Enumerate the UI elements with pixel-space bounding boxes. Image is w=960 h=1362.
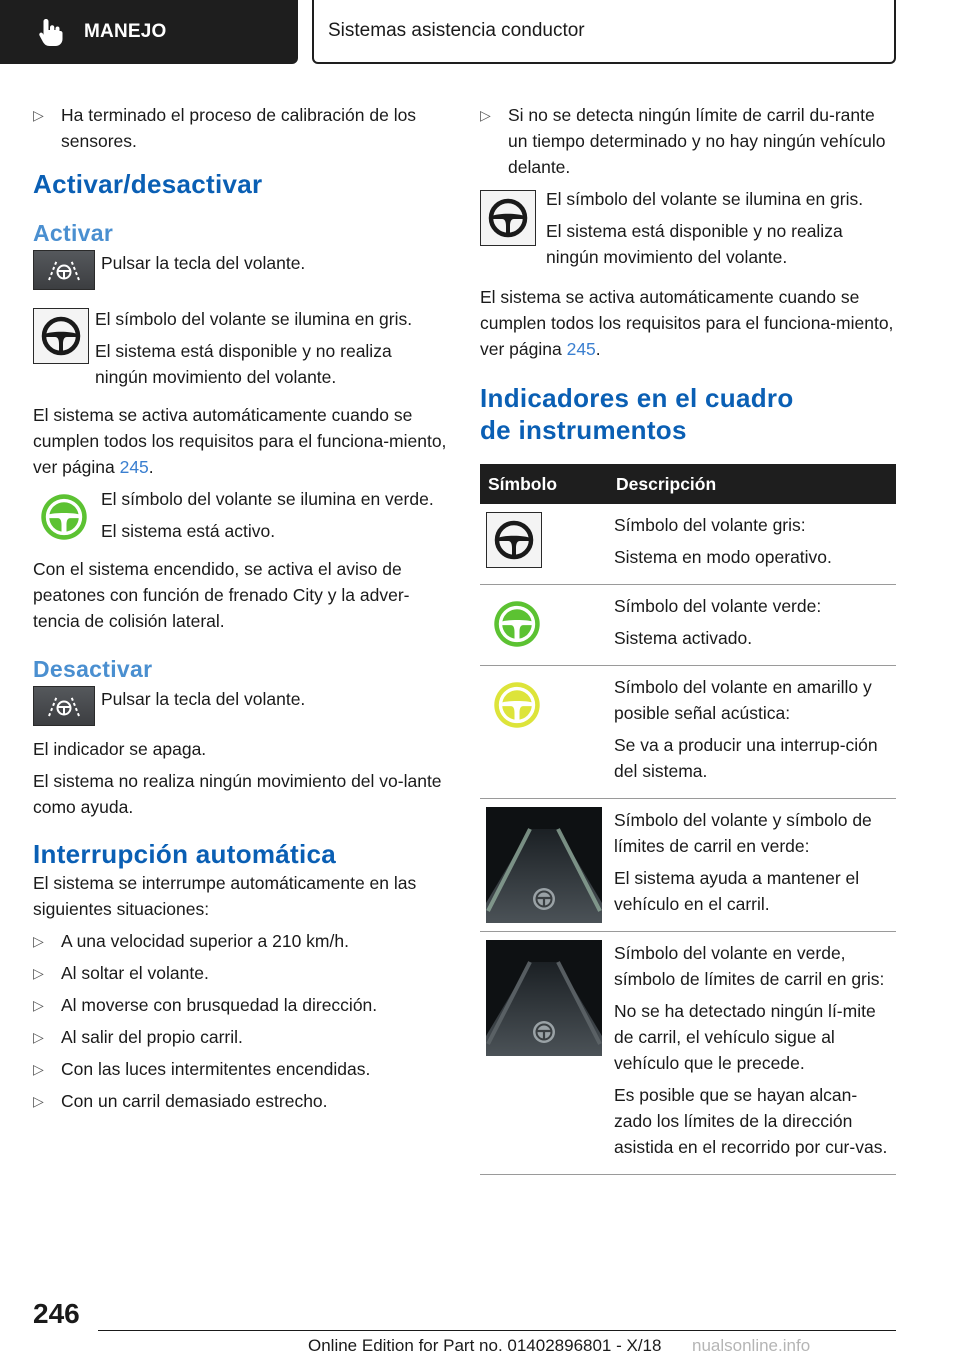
pedestrian-warning-text: Con el sistema encendido, se activa el aviso de peatones con función de frenado City y la adver‐tencia de colisión lateral. [33,559,410,631]
row-description: Símbolo del volante verde: [614,596,822,616]
table-row [480,585,896,666]
lane-assist-key-icon [33,250,95,290]
icon-row [33,686,449,726]
auto-activation-text: El sistema se activa automáticamente cuando se cumplen todos los requisitos para el funciona‐miento, ver página 245. [480,287,894,359]
column-header-symbol: Símbolo [480,464,608,504]
list-item: ▷ Al moverse con brusquedad la dirección. [33,992,449,1018]
heading-activar: Activar [33,220,114,246]
list-item [480,102,896,180]
instruction-text: Pulsar la tecla del volante. [101,253,306,273]
icon-row [480,186,896,276]
indicator-off-text: El indicador se apaga. [33,739,207,759]
triangle-bullet-icon: ▷ [33,1029,44,1045]
triangle-bullet-icon: ▷ [33,1093,44,1109]
icon-row [33,250,449,290]
instruction-text: Pulsar la tecla del volante. [101,689,306,709]
row-description: Sistema activado. [614,628,753,648]
steering-wheel-green-icon [33,486,95,548]
lane-gray-display-icon [486,940,602,1056]
no-steering-text: El sistema no realiza ningún movimiento del vo‐lante como ayuda. [33,771,442,817]
symbols-table [480,464,896,1175]
icon-row [33,486,449,550]
steering-wheel-green-icon [486,593,548,655]
row-description: Se va a producir una interrup‐ción del sistema. [614,735,878,781]
triangle-bullet-icon: ▷ [33,933,44,949]
interrupt-list [33,928,449,1114]
triangle-bullet-icon: ▷ [33,965,44,981]
table-row [480,504,896,585]
row-description: Símbolo del volante en amarillo y posible señal acústica: [614,677,872,723]
page-link[interactable]: 245 [119,457,149,477]
gray-symbol-text: El símbolo del volante se ilumina en gris. [546,189,864,209]
table-row [480,932,896,1175]
list-item: ▷ Al soltar el volante. [33,960,449,986]
system-available-text: El sistema está disponible y no realiza ningún movimiento del volante. [95,341,392,387]
heading-desactivar: Desactivar [33,656,153,682]
row-description: Es posible que se hayan alcan‐zado los límites de la dirección asistida en el recorrido por cur‐vas. [614,1085,888,1157]
steering-wheel-gray-icon [33,308,89,364]
row-description: Símbolo del volante gris: [614,515,806,535]
green-symbol-text: El símbolo del volante se ilumina en verde. [101,489,434,509]
row-description: Sistema en modo operativo. [614,547,832,567]
list-item-text: Si no se detecta ningún límite de carril du‐rante un tiempo determinado y no hay ningún vehículo delante. [508,105,886,177]
watermark-text: nualsonline.info [692,1336,811,1355]
right-column [480,102,896,1175]
system-active-text: El sistema está activo. [101,521,276,541]
left-column [33,102,449,1120]
list-item [33,102,449,154]
icon-row [33,306,449,396]
row-description: No se ha detectado ningún lí‐mite de carril, el vehículo sigue al vehículo que le precede. [614,1001,876,1073]
section-title: MANEJO [84,21,167,42]
page-link[interactable]: 245 [566,339,596,359]
row-description: El sistema ayuda a mantener el vehículo en el carril. [614,868,860,914]
table-row [480,799,896,932]
list-item: ▷ Con un carril demasiado estrecho. [33,1088,449,1114]
auto-activation-text: El sistema se activa automáticamente cuando se cumplen todos los requisitos para el funciona‐miento, ver página 245. [33,405,447,477]
row-description: Símbolo del volante en verde, símbolo de límites de carril en gris: [614,943,885,989]
heading-interrupcion: Interrupción automática [33,839,337,869]
column-header-description: Descripción [608,464,896,504]
chapter-tab [312,0,896,64]
heading-activar-desactivar: Activar/desactivar [33,169,263,199]
section-tab [0,0,298,64]
list-item-text: Ha terminado el proceso de calibración de los sensores. [61,105,417,151]
list-item: ▷ A una velocidad superior a 210 km/h. [33,928,449,954]
table-header-row [480,464,896,504]
steering-wheel-yellow-icon [486,674,548,736]
list-item: ▷ Al salir del propio carril. [33,1024,449,1050]
lane-green-display-icon [486,807,602,923]
triangle-bullet-icon: ▷ [33,997,44,1013]
triangle-bullet-icon: ▷ [33,1061,44,1077]
steering-wheel-gray-icon [486,512,542,568]
footer-divider [98,1330,896,1331]
triangle-bullet-icon: ▷ [33,107,44,123]
gray-symbol-text: El símbolo del volante se ilumina en gris. [95,309,413,329]
page-number: 246 [33,1298,80,1329]
list-item: ▷ Con las luces intermitentes encendidas. [33,1056,449,1082]
triangle-bullet-icon: ▷ [480,107,491,123]
interrupt-intro-text: El sistema se interrumpe automáticamente en las siguientes situaciones: [33,873,417,919]
row-description: Símbolo del volante y símbolo de límites de carril en verde: [614,810,872,856]
edition-text: Online Edition for Part no. 01402896801 - X/18 [308,1336,662,1355]
hand-icon [34,15,68,49]
heading-indicadores: Indicadores en el cuadro de instrumentos [480,383,794,445]
lane-assist-key-icon [33,686,95,726]
system-available-text: El sistema está disponible y no realiza ningún movimiento del volante. [546,221,843,267]
steering-wheel-gray-icon [480,190,536,246]
table-row [480,666,896,799]
chapter-title: Sistemas asistencia conductor [328,20,585,41]
